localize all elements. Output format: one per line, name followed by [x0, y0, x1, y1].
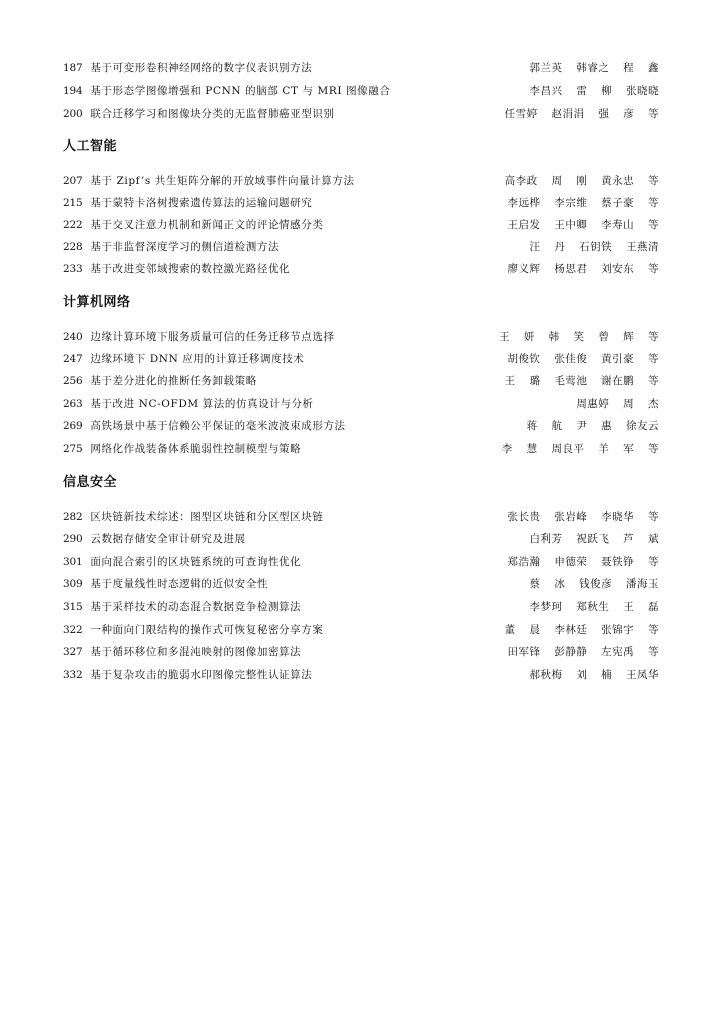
page-number: 322	[63, 624, 83, 636]
article-authors: 田军锋 彭静静 左宪禹 等	[507, 646, 659, 658]
article-authors: 董 晨 李林廷 张锦宇 等	[504, 624, 659, 636]
article-title: 云数据存储安全审计研究及进展	[90, 533, 246, 545]
toc-entry[interactable]	[63, 216, 659, 234]
article-title: 基于可变形卷积神经网络的数字仪表识别方法	[90, 62, 313, 74]
toc-entry[interactable]	[63, 238, 659, 256]
article-title: 基于改进变邻域搜索的数控激光路径优化	[90, 263, 291, 275]
toc-entry[interactable]	[63, 328, 659, 346]
article-title: 基于改进 NC-OFDM 算法的仿真设计与分析	[90, 398, 314, 410]
article-authors: 郭兰英 韩睿之 程 鑫	[529, 62, 659, 74]
toc-entry[interactable]	[63, 508, 659, 526]
toc-entry[interactable]	[63, 575, 659, 593]
toc-entry[interactable]	[63, 440, 659, 458]
section-heading: 信息安全	[63, 475, 118, 490]
toc-entry[interactable]	[63, 621, 659, 639]
article-authors: 廖义辉 杨思君 刘安东 等	[507, 263, 659, 275]
page-number: 233	[63, 263, 83, 275]
article-title: 一种面向门限结构的操作式可恢复秘密分享方案	[90, 624, 324, 636]
article-title: 区块链新技术综述：图型区块链和分区型区块链	[90, 511, 324, 523]
toc-entry[interactable]	[63, 59, 659, 77]
toc-entry[interactable]	[63, 395, 659, 413]
toc-entry[interactable]	[63, 372, 659, 390]
article-title: 网络化作战装备体系脆弱性控制模型与策略	[90, 443, 302, 455]
article-authors: 蔡 冰 钱俊彦 潘海玉	[529, 578, 659, 590]
page-number: 247	[63, 353, 83, 365]
article-authors: 王 璐 毛莺池 谢在鹏 等	[504, 375, 659, 387]
article-authors: 张长贵 张岩峰 李晓华 等	[507, 511, 659, 523]
toc-entry[interactable]	[63, 530, 659, 548]
page-number: 332	[63, 669, 83, 681]
page-number: 269	[63, 420, 83, 432]
article-title: 基于 Zipf’s 共生矩阵分解的开放域事件向量计算方法	[90, 175, 355, 187]
toc-entry[interactable]	[63, 417, 659, 435]
page-number: 282	[63, 511, 83, 523]
toc-entry[interactable]	[63, 82, 659, 100]
page-number: 200	[63, 108, 83, 120]
article-title: 基于形态学图像增强和 PCNN 的脑部 CT 与 MRI 图像融合	[90, 85, 391, 97]
article-authors: 胡俊钦 张佳俊 黄引豪 等	[507, 353, 659, 365]
article-authors: 任雪婷 赵涓涓 强 彦 等	[504, 108, 659, 120]
article-authors: 高李政 周 刚 黄永忠 等	[504, 175, 659, 187]
toc-entry[interactable]	[63, 350, 659, 368]
article-title: 基于差分进化的推断任务卸载策略	[90, 375, 257, 387]
article-authors: 郝秋梅 刘 楠 王凤华	[529, 669, 659, 681]
article-authors: 周惠婷 周 杰	[576, 398, 659, 410]
toc-entry[interactable]	[63, 598, 659, 616]
article-authors: 李梦珂 郑秋生 王 磊	[529, 601, 659, 613]
page-number: 240	[63, 331, 83, 343]
article-title: 联合迁移学习和图像块分类的无监督肺癌亚型识别	[90, 108, 335, 120]
article-title: 高铁场景中基于信赖公平保证的毫米波波束成形方法	[90, 420, 346, 432]
page-number: 194	[63, 85, 83, 97]
toc-entry[interactable]	[63, 666, 659, 684]
article-authors: 白利芳 祝跃飞 芦 斌	[529, 533, 659, 545]
page-number: 275	[63, 443, 83, 455]
article-title: 基于复杂攻击的脆弱水印图像完整性认证算法	[90, 669, 313, 681]
toc-entry[interactable]	[63, 172, 659, 190]
page-number: 290	[63, 533, 83, 545]
page-number: 309	[63, 578, 83, 590]
article-authors: 李远桦 李宗维 蔡子豪 等	[507, 197, 659, 209]
article-title: 基于循环移位和多混沌映射的图像加密算法	[90, 646, 302, 658]
toc-entry[interactable]	[63, 105, 659, 123]
article-title: 边缘环境下 DNN 应用的计算迁移调度技术	[90, 353, 305, 365]
article-authors: 汪 丹 石钥铁 王燕清	[529, 241, 659, 253]
section-heading: 人工智能	[63, 139, 118, 154]
page-number: 215	[63, 197, 83, 209]
article-authors: 王 妍 韩 笑 曾 辉 等	[498, 331, 659, 343]
article-authors: 李昌兴 雷 柳 张晓晓	[529, 85, 659, 97]
article-title: 面向混合索引的区块链系统的可查询性优化	[90, 556, 302, 568]
page-number: 222	[63, 219, 83, 231]
article-authors: 蒋 航 尹 惠 徐友云	[526, 420, 659, 432]
toc-entry[interactable]	[63, 643, 659, 661]
page-number: 301	[63, 556, 83, 568]
toc-entry[interactable]	[63, 194, 659, 212]
article-authors: 王启发 王中卿 李寿山 等	[507, 219, 659, 231]
article-title: 边缘计算环境下服务质量可信的任务迁移节点选择	[90, 331, 335, 343]
article-title: 基于采样技术的动态混合数据竞争检测算法	[90, 601, 302, 613]
toc-entry[interactable]	[63, 260, 659, 278]
article-title: 基于蒙特卡洛树搜索遗传算法的运输问题研究	[90, 197, 313, 209]
page-number: 263	[63, 398, 83, 410]
page-number: 315	[63, 601, 83, 613]
page-number: 187	[63, 62, 83, 74]
section-heading: 计算机网络	[63, 295, 131, 310]
article-authors: 李 慧 周良平 羊 军 等	[501, 443, 659, 455]
article-title: 基于非监督深度学习的侧信道检测方法	[90, 241, 280, 253]
page-number: 228	[63, 241, 83, 253]
page-number: 207	[63, 175, 83, 187]
page-number: 256	[63, 375, 83, 387]
article-title: 基于交叉注意力机制和新闻正文的评论情感分类	[90, 219, 324, 231]
article-authors: 郑浩瀚 申德荣 聂铁铮 等	[507, 556, 659, 568]
toc-entry[interactable]	[63, 553, 659, 571]
page-number: 327	[63, 646, 83, 658]
article-title: 基于度量线性时态逻辑的近似安全性	[90, 578, 268, 590]
